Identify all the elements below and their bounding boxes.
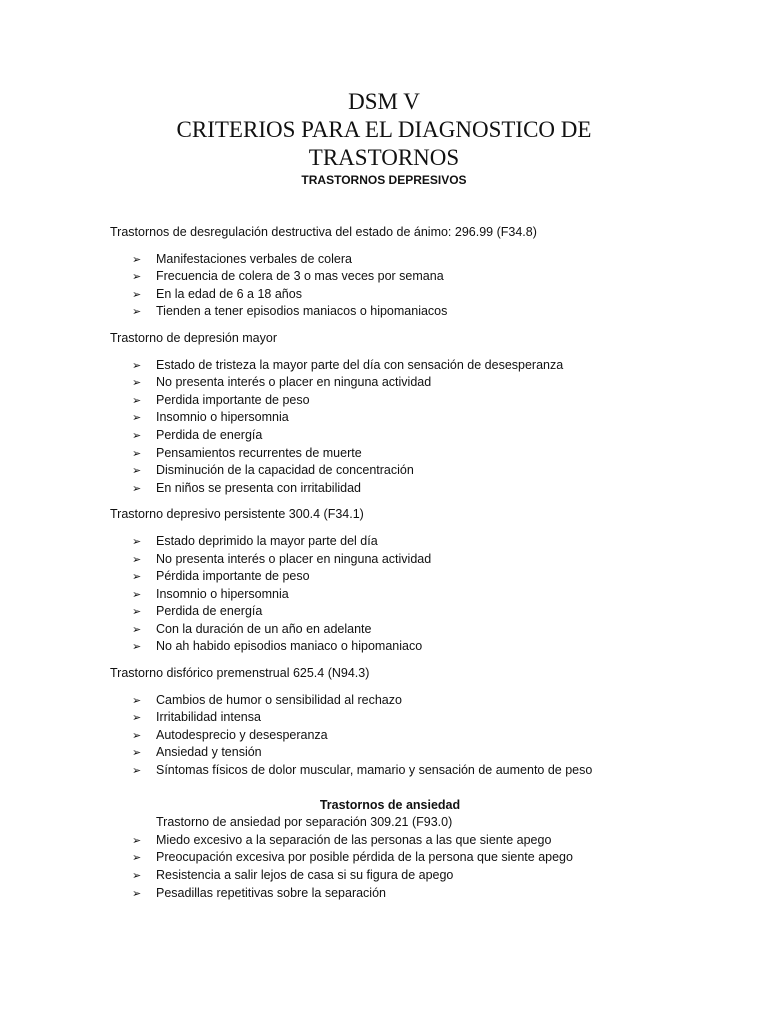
- arrow-bullet-icon: ➢: [132, 746, 142, 760]
- list-item: [110, 286, 670, 304]
- section-heading: Trastorno de depresión mayor: [110, 330, 277, 345]
- list-item-text: Perdida de energía: [156, 604, 263, 619]
- list-item-text: Preocupación excesiva por posible pérdida de la persona que siente apego: [156, 850, 573, 865]
- anxiety-heading: Trastornos de ansiedad: [319, 797, 461, 812]
- list-item: [110, 551, 670, 569]
- arrow-bullet-icon: ➢: [132, 622, 142, 636]
- arrow-bullet-icon: ➢: [132, 411, 142, 425]
- arrow-bullet-icon: ➢: [132, 552, 142, 566]
- arrow-bullet-icon: ➢: [132, 570, 142, 584]
- arrow-bullet-icon: ➢: [132, 833, 142, 847]
- title-block: [0, 88, 768, 188]
- arrow-bullet-icon: ➢: [132, 534, 142, 548]
- list-item: [110, 445, 670, 463]
- spacer: [110, 683, 670, 692]
- list-item-text: Pensamientos recurrentes de muerte: [156, 445, 362, 460]
- list-item: [110, 867, 670, 885]
- spacer: [110, 656, 670, 665]
- list-item: [110, 692, 670, 710]
- arrow-bullet-icon: ➢: [132, 711, 142, 725]
- list-item-text: No ah habido episodios maniaco o hipomaniaco: [156, 639, 423, 654]
- arrow-bullet-icon: ➢: [132, 728, 142, 742]
- arrow-bullet-icon: ➢: [132, 640, 142, 654]
- list-item-text: Frecuencia de colera de 3 o mas veces por semana: [156, 269, 444, 284]
- arrow-bullet-icon: ➢: [132, 481, 142, 495]
- arrow-bullet-icon: ➢: [132, 305, 142, 319]
- list-item: [110, 727, 670, 745]
- bullet-list: [110, 533, 670, 656]
- bullet-list: [110, 251, 670, 321]
- title-line-1: DSM V: [348, 89, 420, 114]
- anxiety-subheading: Trastorno de ansiedad por separación 309.21 (F93.0): [156, 815, 453, 830]
- spacer: [110, 242, 670, 251]
- list-item: [110, 586, 670, 604]
- list-item: [110, 533, 670, 551]
- list-item: [110, 832, 670, 850]
- arrow-bullet-icon: ➢: [132, 270, 142, 284]
- arrow-bullet-icon: ➢: [132, 693, 142, 707]
- arrow-bullet-icon: ➢: [132, 358, 142, 372]
- arrow-bullet-icon: ➢: [132, 587, 142, 601]
- arrow-bullet-icon: ➢: [132, 393, 142, 407]
- list-item-text: Síntomas físicos de dolor muscular, mamario y sensación de aumento de peso: [156, 763, 593, 778]
- title-line-2: CRITERIOS PARA EL DIAGNOSTICO DE: [176, 117, 592, 142]
- list-item-text: Manifestaciones verbales de colera: [156, 251, 352, 266]
- arrow-bullet-icon: ➢: [132, 764, 142, 778]
- subtitle: TRASTORNOS DEPRESIVOS: [301, 173, 467, 187]
- list-item: [110, 462, 670, 480]
- arrow-bullet-icon: ➢: [132, 464, 142, 478]
- spacer: [110, 497, 670, 506]
- list-item-text: Tienden a tener episodios maniacos o hipomaniacos: [156, 304, 448, 319]
- list-item-text: En niños se presenta con irritabilidad: [156, 480, 361, 495]
- anxiety-bullet-list: [110, 832, 670, 902]
- bullet-list: [110, 692, 670, 780]
- list-item: [110, 762, 670, 780]
- list-item-text: Insomnio o hipersomnia: [156, 410, 289, 425]
- list-item-text: Estado de tristeza la mayor parte del día con sensación de desesperanza: [156, 357, 564, 372]
- list-item: [110, 268, 670, 286]
- list-item-text: Resistencia a salir lejos de casa si su figura de apego: [156, 868, 454, 882]
- list-item: [110, 568, 670, 586]
- section-heading: Trastorno depresivo persistente 300.4 (F34.1): [110, 507, 364, 522]
- list-item: [110, 638, 670, 656]
- list-item: [110, 427, 670, 445]
- arrow-bullet-icon: ➢: [132, 287, 142, 301]
- list-item: [110, 409, 670, 427]
- list-item-text: Disminución de la capacidad de concentración: [156, 463, 414, 478]
- list-item-text: No presenta interés o placer en ninguna actividad: [156, 375, 432, 390]
- list-item: [110, 251, 670, 269]
- list-item: [110, 709, 670, 727]
- list-item: [110, 849, 670, 867]
- arrow-bullet-icon: ➢: [132, 605, 142, 619]
- list-item-text: Perdida importante de peso: [156, 392, 310, 407]
- arrow-bullet-icon: ➢: [132, 428, 142, 442]
- list-item-text: Miedo excesivo a la separación de las personas a las que siente apego: [156, 832, 552, 847]
- list-item-text: Irritabilidad intensa: [156, 710, 261, 725]
- list-item: [110, 621, 670, 639]
- spacer: [110, 524, 670, 533]
- arrow-bullet-icon: ➢: [132, 252, 142, 266]
- arrow-bullet-icon: ➢: [132, 851, 142, 865]
- list-item-text: En la edad de 6 a 18 años: [156, 286, 302, 301]
- list-item: [110, 885, 670, 903]
- section-heading: Trastornos de desregulación destructiva del estado de ánimo: 296.99 (F34.8): [110, 225, 537, 239]
- spacer: [110, 348, 670, 357]
- section-heading: Trastorno disfórico premenstrual 625.4 (N94.3): [110, 666, 370, 681]
- title-line-3: TRASTORNOS: [308, 145, 460, 170]
- list-item-text: Pérdida importante de peso: [156, 569, 310, 584]
- list-item-text: Cambios de humor o sensibilidad al rechazo: [156, 692, 402, 707]
- list-item-text: Pesadillas repetitivas sobre la separación: [156, 885, 386, 900]
- spacer: [110, 321, 670, 330]
- list-item: [110, 744, 670, 762]
- list-item-text: Autodesprecio y desesperanza: [156, 727, 328, 742]
- list-item-text: No presenta interés o placer en ninguna actividad: [156, 551, 432, 566]
- list-item-text: Insomnio o hipersomnia: [156, 586, 289, 601]
- list-item-text: Perdida de energía: [156, 427, 263, 442]
- list-item: [110, 603, 670, 621]
- spacer: [110, 780, 670, 797]
- arrow-bullet-icon: ➢: [132, 446, 142, 460]
- document-body: [110, 224, 670, 902]
- list-item: [110, 357, 670, 375]
- arrow-bullet-icon: ➢: [132, 886, 142, 900]
- arrow-bullet-icon: ➢: [132, 869, 142, 882]
- arrow-bullet-icon: ➢: [132, 376, 142, 390]
- list-item: [110, 480, 670, 498]
- bullet-list: [110, 357, 670, 498]
- list-item: [110, 303, 670, 321]
- list-item-text: Estado deprimido la mayor parte del día: [156, 533, 378, 548]
- list-item-text: Ansiedad y tensión: [156, 745, 262, 760]
- list-item: [110, 374, 670, 392]
- list-item: [110, 392, 670, 410]
- list-item-text: Con la duración de un año en adelante: [156, 621, 372, 636]
